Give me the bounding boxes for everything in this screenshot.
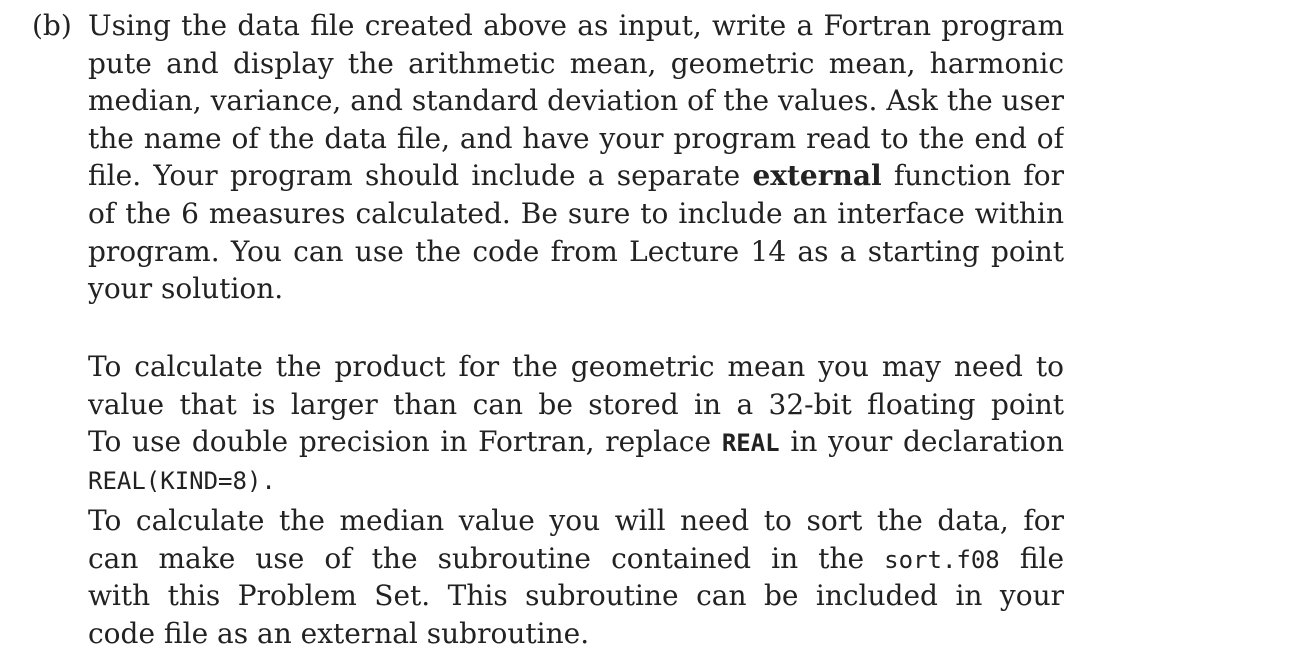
- paragraph-double-precision: [88, 348, 1064, 498]
- text-line: To calculate the product for the geometric mean you may need to: [88, 350, 1064, 383]
- text-line: program. You can use the code from Lecture 14 as a starting point: [88, 234, 1064, 268]
- text-segment: function for: [893, 159, 1064, 193]
- text-line: pute and display the arithmetic mean, geometric mean, harmonic: [88, 46, 1064, 80]
- external-keyword: external: [752, 159, 882, 193]
- text-line: with this Problem Set. This subroutine can be included in your: [88, 579, 1064, 613]
- text-line: your solution.: [88, 272, 284, 306]
- text-segment: in your declaration: [790, 425, 1064, 459]
- text-line: [88, 540, 1064, 578]
- paragraph-program-requirements: [88, 7, 1064, 308]
- text-line: [88, 461, 1064, 499]
- text-line: of the 6 measures calculated. Be sure to include an interface within: [88, 196, 1064, 230]
- text-line: [88, 423, 1064, 461]
- text-line: value that is larger than can be stored in a 32-bit floating point: [88, 387, 1064, 421]
- text-line: code file as an external subroutine.: [88, 616, 590, 650]
- text-segment: To use double precision in Fortran, replace: [88, 425, 712, 459]
- text-line: median, variance, and standard deviation of the values. Ask the user: [88, 84, 1064, 118]
- text-line: To calculate the median value you will need to sort the data, for: [88, 504, 1064, 537]
- paragraph-median-sort: [88, 502, 1064, 652]
- item-label: (b): [32, 9, 72, 42]
- text-line: the name of the data file, and have your program read to the end of: [88, 121, 1064, 155]
- code-filename: sort.f08: [884, 545, 1000, 574]
- text-segment: file. Your program should include a separate: [88, 159, 741, 193]
- code-real-kind: REAL(KIND=8).: [88, 466, 276, 495]
- text-segment: can make use of the subroutine contained in the: [88, 541, 865, 575]
- text-segment: file: [1019, 541, 1064, 575]
- text-line: Using the data file created above as input, write a Fortran program: [88, 9, 1064, 42]
- text-line: [88, 157, 1064, 195]
- code-real: REAL: [721, 429, 780, 458]
